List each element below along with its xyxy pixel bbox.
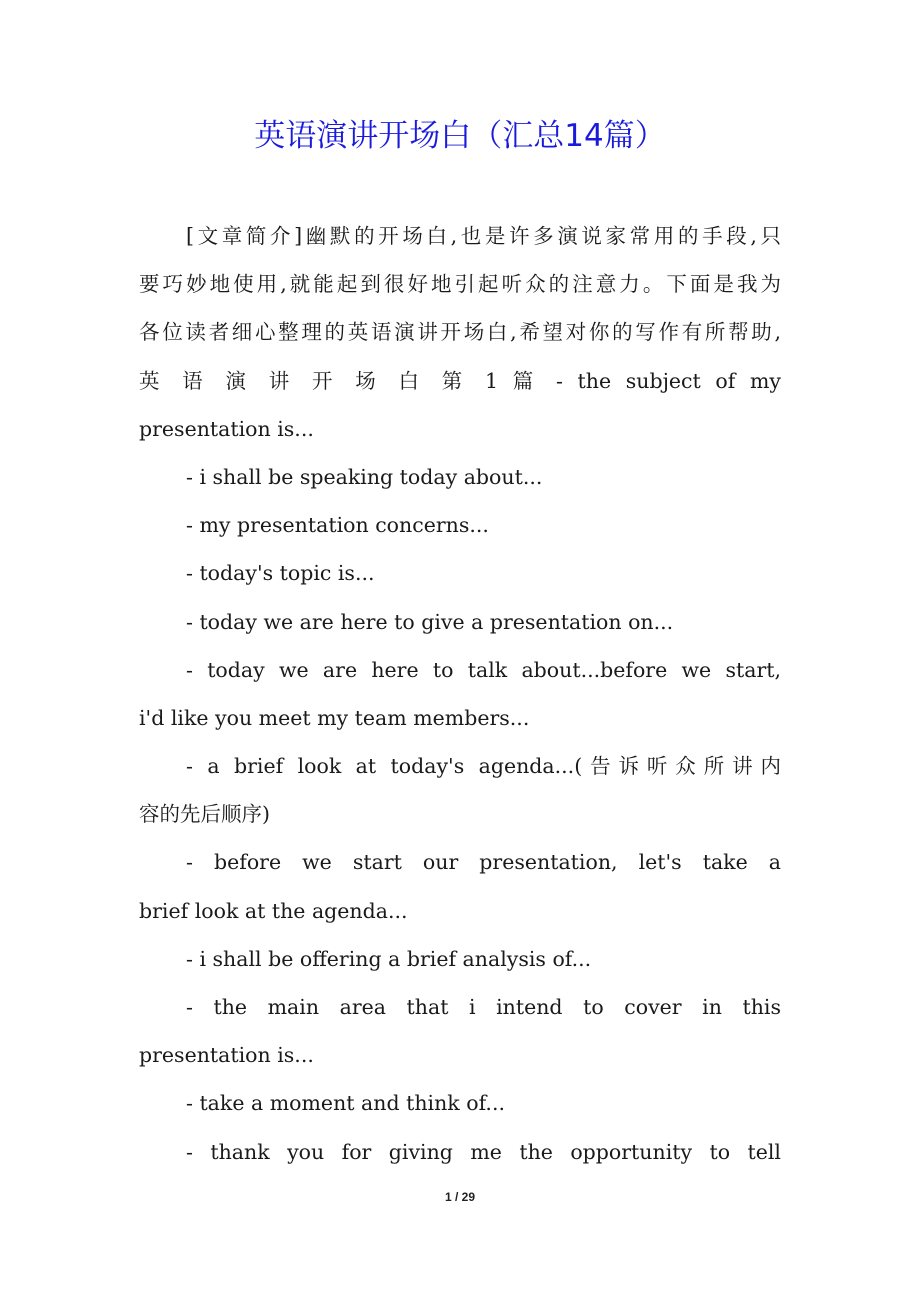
text-line: - a brief look at today's agenda...(告诉听众所讲内 [186, 754, 781, 779]
text-line: presentation is... [139, 1043, 314, 1068]
text-line: [文章简介]幽默的开场白,也是许多演说家常用的手段,只 [186, 224, 781, 248]
document-title: 英语演讲开场白（汇总14篇） [254, 118, 666, 154]
document-body [139, 212, 781, 1176]
text-line: - today we are here to give a presentation on... [186, 609, 674, 634]
text-line: brief look at the agenda... [139, 898, 408, 923]
text-line: 要巧妙地使用,就能起到很好地引起听众的注意力。下面是我为 [139, 272, 781, 297]
text-line: 英 语 演 讲 开 场 白 第 1 篇 - the subject of my [139, 368, 781, 393]
text-line: - my presentation concerns... [186, 513, 489, 538]
text-line: - i shall be speaking today about... [186, 464, 543, 489]
text-line: - the main area that i intend to cover in this [186, 995, 781, 1019]
text-line: presentation is... [139, 416, 314, 441]
text-line: - today we are here to talk about...before we start, [186, 657, 781, 682]
text-line: - before we start our presentation, let's take a [186, 850, 781, 875]
text-line: - today's topic is... [186, 561, 375, 586]
text-line: 各位读者细心整理的英语演讲开场白,希望对你的写作有所帮助, [139, 320, 781, 345]
text-line: - thank you for giving me the opportunity to tell [186, 1139, 781, 1164]
text-line: - i shall be offering a brief analysis of... [186, 946, 592, 971]
text-line: 容的先后顺序) [139, 802, 270, 827]
text-line: - take a moment and think of... [186, 1091, 505, 1116]
page-number: 1 / 29 [444, 1190, 476, 1204]
text-line: i'd like you meet my team members... [139, 705, 530, 730]
